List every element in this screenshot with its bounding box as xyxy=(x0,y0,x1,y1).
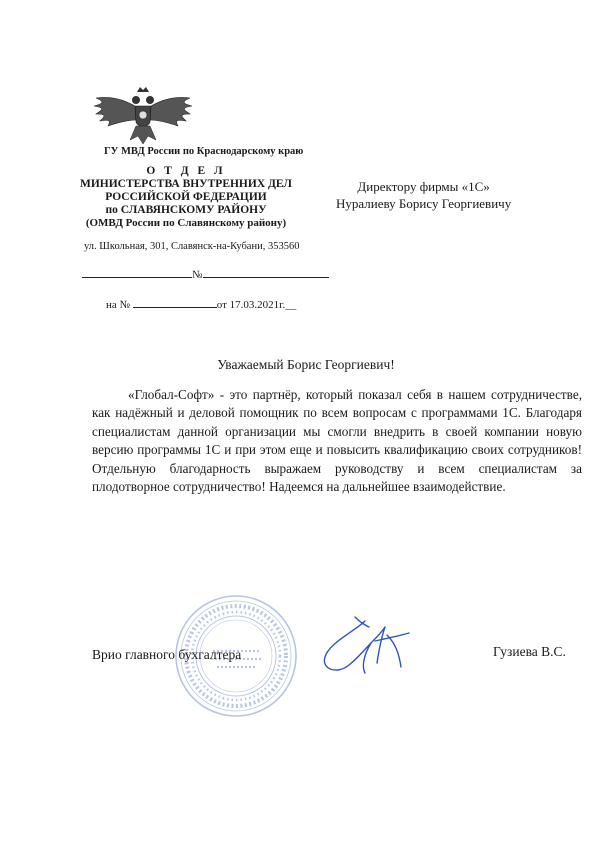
reference-date: от 17.03.2021г.__ xyxy=(216,299,297,311)
department-line-3: по СЛАВЯНСКОМУ РАЙОНУ xyxy=(105,204,267,216)
addressee-line-2: Нуралиеву Борису Георгиевичу xyxy=(336,196,512,211)
eagle-emblem-icon xyxy=(92,86,194,148)
address: ул. Школьная, 301, Славянск-на-Кубани, 353560 xyxy=(84,241,300,252)
department-title: О Т Д Е Л xyxy=(146,165,226,177)
letter-body: «Глобал-Софт» - это партнёр, который показал себя в нашем сотрудничестве, как надёжный и деловой помощник по всем вопросам с программами 1С. Благодаря специалистам данной организации мы смогли внедрить в своей компании новую версию программы 1С и при этом еще и повысить квалификацию своих сотрудников! Отдельную благодарность выражаем руководству и всем специалистам за плодотворное сотрудничество! Надеемся на дальнейшее взаимодействие. xyxy=(92,387,582,495)
number-sign: № xyxy=(192,269,203,281)
department-line-1: МИНИСТЕРСТВА ВНУТРЕННИХ ДЕЛ xyxy=(79,178,293,190)
reference-prefix: на № xyxy=(106,299,131,311)
number-blank-right xyxy=(203,266,329,278)
signature-icon xyxy=(315,613,415,685)
signatory-name: Гузиева В.С. xyxy=(493,644,566,659)
department-line-2: РОССИЙСКОЙ ФЕДЕРАЦИИ xyxy=(105,191,267,203)
addressee-block xyxy=(336,178,511,212)
department-block xyxy=(70,165,302,230)
department-line-4: (ОМВД России по Славянскому району) xyxy=(85,217,287,229)
addressee-line-1: Директору фирмы «1С» xyxy=(357,179,490,194)
number-blank-left xyxy=(82,266,192,278)
reference-blank xyxy=(133,296,217,308)
document-number-line xyxy=(82,266,329,281)
signatory-role: Врио главного бухгалтера xyxy=(92,647,242,662)
reference-line xyxy=(106,296,296,311)
letter-greeting: Уважаемый Борис Георгиевич! xyxy=(217,357,395,372)
org-line: ГУ МВД России по Краснодарскому краю xyxy=(104,146,304,157)
